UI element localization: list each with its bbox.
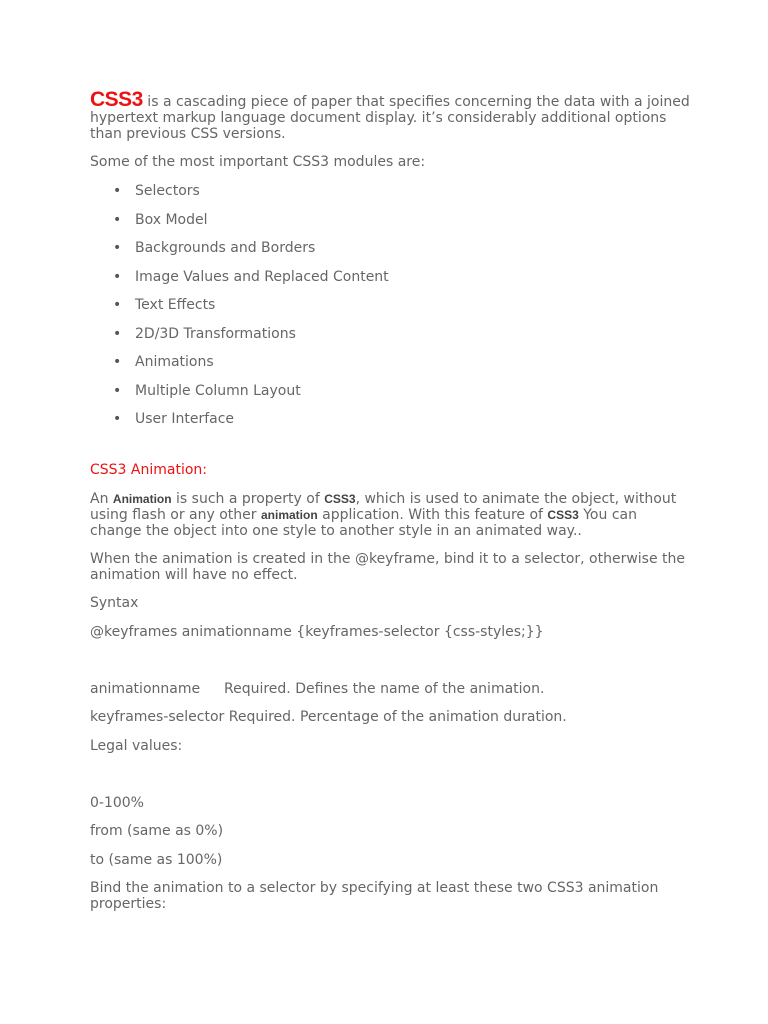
animation-description [90, 491, 690, 539]
list-item [90, 240, 690, 269]
list-item [90, 212, 690, 241]
bold-term: CSS3 [324, 491, 356, 506]
text-run: , which is used to animate the object, without using flash or any other [90, 490, 677, 523]
text-run: application. With this feature of [317, 506, 548, 523]
list-item [90, 383, 690, 412]
bullet-icon: • [113, 268, 122, 285]
list-item-label: Box Model [135, 211, 208, 228]
list-item [90, 269, 690, 298]
list-item [90, 183, 690, 212]
list-item-label: Animations [135, 354, 214, 370]
bold-term: CSS3 [547, 507, 579, 522]
bold-term: Animation [112, 491, 172, 506]
intro-paragraph [90, 88, 690, 142]
list-item-label: User Interface [135, 411, 235, 427]
legal-value: to (same as 100%) [90, 851, 223, 868]
list-item-label: Text Effects [135, 297, 216, 313]
param-description: Required. Defines the name of the animation. [224, 680, 545, 697]
bind-properties-note: Bind the animation to a selector by specifying at least these two CSS3 animation properties: [90, 879, 659, 912]
legal-value: 0-100% [90, 794, 144, 811]
param-description: Required. Percentage of the animation duration. [228, 708, 567, 725]
css3-highlight: CSS3 [90, 88, 143, 111]
list-item [90, 297, 690, 326]
bullet-icon: • [113, 297, 122, 313]
list-item [90, 411, 690, 440]
syntax-label: Syntax [90, 594, 139, 611]
param-name: animationname [90, 680, 201, 697]
document-page [90, 88, 690, 912]
list-item-label: Image Values and Replaced Content [135, 268, 389, 285]
param-name: keyframes-selector [90, 708, 225, 725]
bullet-icon: • [113, 211, 122, 228]
bullet-icon: • [113, 382, 122, 399]
animation-heading: CSS3 Animation: [90, 461, 207, 478]
bullet-icon: • [113, 183, 122, 199]
syntax-code: @keyframes animationname {keyframes-selector {css-styles;}} [90, 623, 544, 640]
list-item [90, 326, 690, 355]
list-item-label: Selectors [135, 183, 200, 199]
list-item-label: Multiple Column Layout [135, 382, 301, 399]
list-item-label: 2D/3D Transformations [135, 325, 296, 342]
keyframe-binding-note: When the animation is created in the @keyframe, bind it to a selector, otherwise the animation will have no effect. [90, 550, 686, 583]
text-run: You can change the object into one style to another style in an animated way.. [90, 506, 637, 539]
bullet-icon: • [113, 411, 122, 427]
text-run: is such a property of [171, 490, 325, 507]
modules-intro: Some of the most important CSS3 modules are: [90, 154, 426, 170]
param-row [90, 681, 690, 697]
param-row [90, 709, 690, 725]
legal-value: from (same as 0%) [90, 822, 224, 839]
intro-text: is a cascading piece of paper that specifies concerning the data with a joined hypertext markup language document display. it’s considerably additional options than previous CSS versions. [90, 94, 690, 142]
modules-list [90, 183, 690, 440]
legal-values-label: Legal values: [90, 737, 183, 754]
list-item-label: Backgrounds and Borders [135, 240, 316, 256]
text-run: An [90, 490, 113, 507]
bullet-icon: • [113, 354, 122, 370]
bold-term: animation [261, 507, 318, 522]
bullet-icon: • [113, 240, 122, 256]
list-item [90, 354, 690, 383]
bullet-icon: • [113, 325, 122, 342]
